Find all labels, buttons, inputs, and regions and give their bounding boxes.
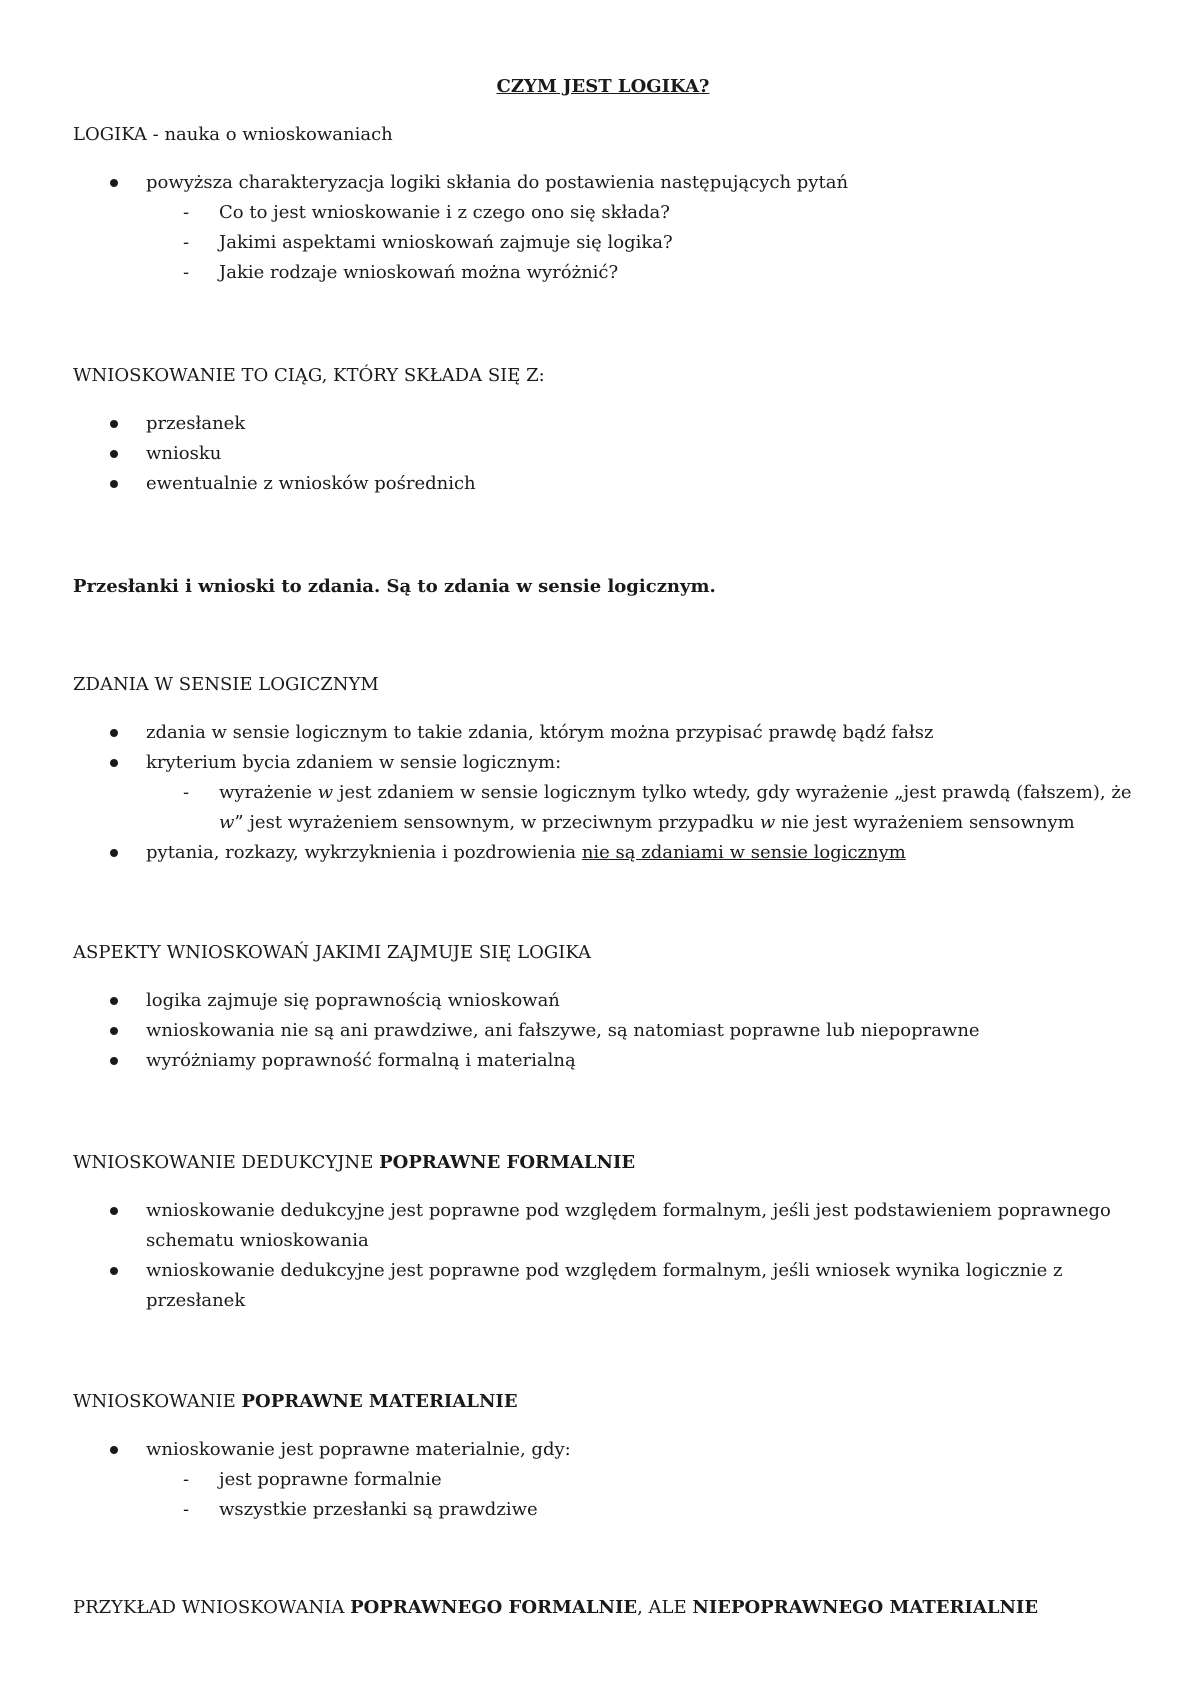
list-item [73,1435,1133,1525]
underlined-text: nie są zdaniami w sensie logicznym [581,842,906,863]
variable-w: w [317,782,334,803]
bold-statement-block [73,572,1133,602]
list-item: wniosku [73,439,1133,469]
list-item: - Co to jest wnioskowanie i z czego ono się składa? [146,198,1133,228]
variable-w: w [219,812,235,833]
intro-bullets [73,168,1133,288]
sentences-section [73,670,1133,868]
heading-bold: POPRAWNEGO FORMALNIE [350,1597,638,1618]
section-heading: ZDANIA W SENSIE LOGICZNYM [73,674,379,695]
list-item: - jest poprawne formalnie [146,1465,1133,1495]
list-item [73,838,1133,868]
list-item: wnioskowanie dedukcyjne jest poprawne pod względem formalnym, jeśli wniosek wynika logicznie z przesłanek [73,1256,1133,1316]
list-item: ewentualnie z wniosków pośrednich [73,469,1133,499]
list-item: wnioskowanie dedukcyjne jest poprawne pod względem formalnym, jeśli jest podstawieniem poprawnego schematu wnioskowania [73,1196,1133,1256]
aspects-section [73,938,1133,1076]
logic-definition: LOGIKA - nauka o wnioskowaniach [73,124,393,145]
conditions-list [146,1465,1133,1525]
criterion-list [146,778,1133,838]
heading-plain: WNIOSKOWANIE DEDUKCYJNE [73,1152,380,1173]
list-item: przesłanek [73,409,1133,439]
list-item: wyróżniamy poprawność formalną i materialną [73,1046,1133,1076]
sentences-list [73,718,1133,868]
heading-plain: WNIOSKOWANIE [73,1391,242,1412]
text-run: nie jest wyrażeniem sensownym [775,812,1075,833]
sequence-list [73,409,1133,499]
section-heading [73,1148,1133,1178]
section-heading [73,1593,1133,1623]
material-section [73,1387,1133,1525]
deductive-section [73,1148,1133,1316]
material-list [73,1435,1133,1525]
list-item: - Jakimi aspektami wnioskowań zajmuje się logika? [146,228,1133,258]
example-section [73,1593,1133,1623]
page-title: CZYM JEST LOGIKA? [496,76,710,97]
questions-list [146,198,1133,288]
section-heading [73,1387,1133,1417]
bold-statement: Przesłanki i wnioski to zdania. Są to zdania w sensie logicznym. [73,576,716,597]
aspects-list [73,986,1133,1076]
list-item: wnioskowania nie są ani prawdziwe, ani fałszywe, są natomiast poprawne lub niepoprawne [73,1016,1133,1046]
heading-bold: POPRAWNE MATERIALNIE [241,1391,518,1412]
bullet-text: powyższa charakteryzacja logiki skłania do postawienia następujących pytań [146,172,849,193]
text-run: ” jest wyrażeniem sensownym, w przeciwnym przypadku [234,812,760,833]
text-run: jest zdaniem w sensie logicznym tylko wtedy, gdy wyrażenie „jest prawdą (fałszem), że [333,782,1132,803]
heading-plain: , ALE [637,1597,693,1618]
deductive-list [73,1196,1133,1316]
heading-plain: PRZYKŁAD WNIOSKOWANIA [73,1597,351,1618]
list-item: zdania w sensie logicznym to takie zdania, którym można przypisać prawdę bądź fałsz [73,718,1133,748]
section-heading: ASPEKTY WNIOSKOWAŃ JAKIMI ZAJMUJE SIĘ LOGIKA [73,942,592,963]
text-run: pytania, rozkazy, wykrzyknienia i pozdrowienia [146,842,582,863]
list-item: - Jakie rodzaje wnioskowań można wyróżnić? [146,258,1133,288]
bullet-text: wnioskowanie jest poprawne materialnie, gdy: [146,1439,571,1460]
heading-bold: POPRAWNE FORMALNIE [379,1152,636,1173]
list-item [146,778,1133,838]
list-item [73,748,1133,838]
list-item [73,168,1133,288]
intro-section [73,120,1133,288]
sequence-section [73,361,1133,499]
section-heading: WNIOSKOWANIE TO CIĄG, KTÓRY SKŁADA SIĘ Z: [73,365,545,386]
heading-bold: NIEPOPRAWNEGO MATERIALNIE [692,1597,1039,1618]
variable-w: w [759,812,776,833]
list-item: logika zajmuje się poprawnością wnioskowań [73,986,1133,1016]
text-run: wyrażenie [219,782,318,803]
list-item: - wszystkie przesłanki są prawdziwe [146,1495,1133,1525]
bullet-text: kryterium bycia zdaniem w sensie logicznym: [146,752,562,773]
